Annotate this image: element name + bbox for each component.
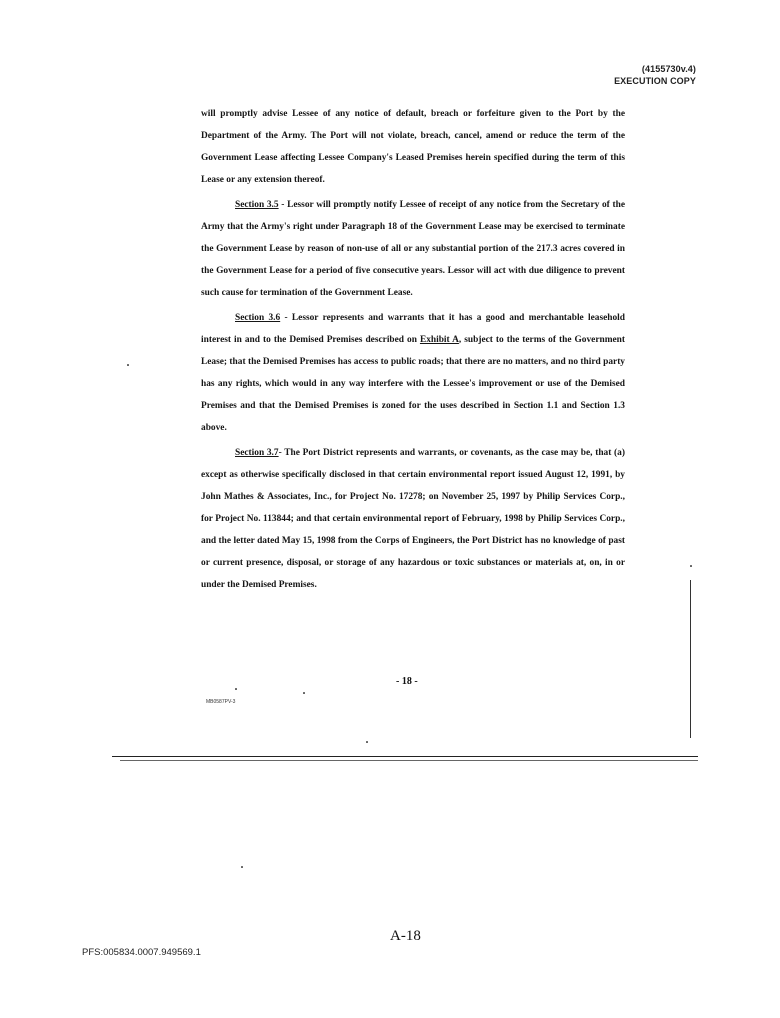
section-3-5 — [201, 194, 625, 304]
section-3-5-text: - Lessor will promptly notify Lessee of receipt of any notice from the Secretary of the Army that the Army's right under Paragraph 18 of the Government Lease may be exercised to terminate the Government Lease by reason of non-use of all or any substantial portion of the 217.3 acres covered in the Government Lease for a period of five consecutive years. Lessor will act with due diligence to prevent such cause for termination of the Government Lease. — [201, 200, 626, 298]
section-3-6-heading: Section 3.6 — [235, 313, 281, 323]
execution-copy-label: EXECUTION COPY — [614, 76, 696, 86]
exhibit-page-number: A-18 — [390, 928, 421, 944]
scan-speck — [366, 741, 368, 743]
section-3-7-heading: Section 3.7 — [235, 448, 279, 458]
page-number: - 18 - — [396, 676, 418, 687]
section-3-7 — [201, 442, 625, 596]
margin-line — [690, 580, 691, 738]
section-3-5-heading: Section 3.5 — [235, 200, 279, 210]
section-3-6-text-b: , subject to the terms of the Government Lease; that the Demised Premises has access to public roads; that there are no matters, and no third party has any rights, which would in any way interfere with the Lessee's improvement or use of the Demised Premises and that the Demised Premises is zoned for the uses described in Section 1.1 and Section 1.3 above. — [201, 335, 626, 433]
scan-speck — [241, 866, 243, 868]
section-3-6 — [201, 307, 625, 439]
page-divider-shadow — [120, 760, 698, 761]
section-3-7-text: - The Port District represents and warrants, or covenants, as the case may be, that (a) except as otherwise specifically disclosed in that certain environmental report issued August 12, 1991, by John Mathes & Associates, Inc., for Project No. 17278; on November 25, 1997 by Philip Services Corp., for Project No. 113844; and that certain environmental report of February, 1998 by Philip Services Corp., and the letter dated May 15, 1998 from the Corps of Engineers, the Port District has no knowledge of past or current presence, disposal, or storage of any hazardous or toxic substances or materials at, on, in or under the Demised Premises. — [201, 448, 625, 590]
page-divider — [112, 756, 698, 757]
lease-body — [201, 103, 625, 599]
paragraph-continuation: will promptly advise Lessee of any notice of default, breach or forfeiture given to the Port by the Department of the Army. The Port will not violate, breach, cancel, amend or reduce the term of the Government Lease affecting Lessee Company's Leased Premises herein specified during the term of this Lease or any extension thereof. — [201, 109, 625, 185]
exhibit-a-reference: Exhibit A — [419, 335, 459, 345]
document-version: (4155730v.4) — [641, 64, 696, 74]
scan-speck — [127, 364, 129, 366]
scan-speck — [235, 688, 237, 690]
section-3-6-text-a: - Lessor represents and warrants that it has a good and merchantable leasehold interest in and to the Demised Premises described on — [201, 313, 625, 345]
scan-speck — [690, 565, 692, 567]
document-code: MB0587PV-3 — [206, 699, 236, 705]
scan-speck — [303, 692, 305, 694]
footer-document-id: PFS:005834.0007.949569.1 — [82, 947, 201, 958]
